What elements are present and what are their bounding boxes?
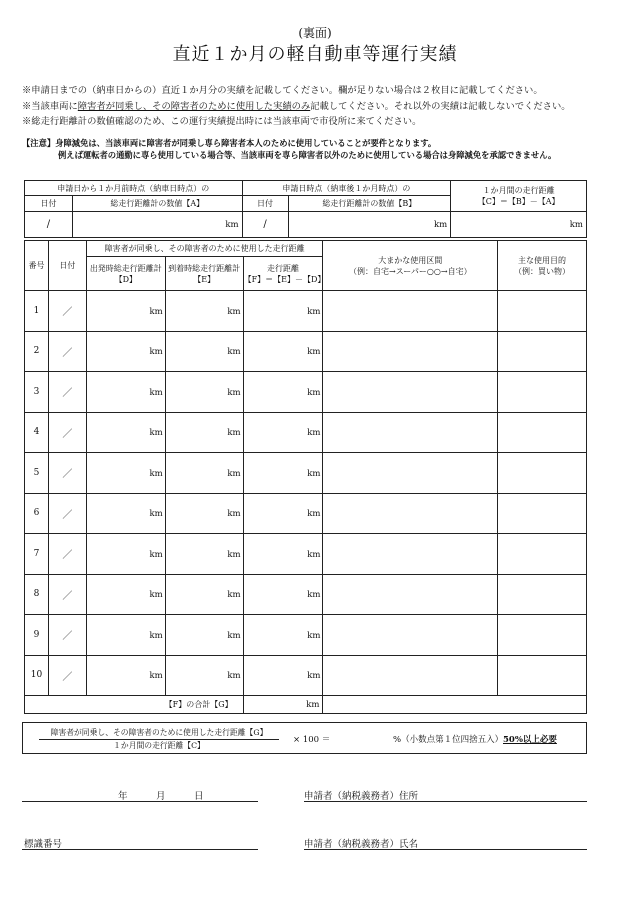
trip-row-number: 8	[25, 574, 49, 615]
col-purpose-example: （例：買い物）	[514, 266, 571, 276]
trip-row-arrive-km[interactable]: km	[165, 453, 243, 494]
ratio-numerator: 障害者が同乗し、その障害者のために使用した走行距離【G】	[39, 727, 279, 740]
trip-row	[25, 574, 587, 615]
b-date-label: 日付	[242, 196, 288, 212]
trip-row-distance-km[interactable]: km	[243, 493, 323, 534]
trip-row-purpose[interactable]	[498, 372, 587, 413]
col-route	[323, 241, 498, 291]
trip-row-depart-km[interactable]: km	[86, 331, 165, 372]
col-arrive-odometer	[165, 257, 243, 291]
ratio-fraction	[39, 727, 279, 751]
c-distance-field[interactable]: km	[451, 212, 587, 238]
total-distance-field[interactable]: km	[243, 696, 323, 714]
trip-row-depart-km[interactable]: km	[86, 493, 165, 534]
trip-row-date[interactable]: ／	[48, 372, 86, 413]
trip-row-number: 4	[25, 412, 49, 453]
trip-row-distance-km[interactable]: km	[243, 453, 323, 494]
col-depart-odometer-label: 出発時総走行距離計	[89, 263, 162, 273]
trip-row-purpose[interactable]	[498, 291, 587, 332]
trip-row-route[interactable]	[323, 372, 498, 413]
trip-row-distance-km[interactable]: km	[243, 291, 323, 332]
a-date-label: 日付	[25, 196, 73, 212]
trip-row-depart-km[interactable]: km	[86, 655, 165, 696]
trip-row-purpose[interactable]	[498, 412, 587, 453]
trip-row-route[interactable]	[323, 655, 498, 696]
b-odometer-label: 総走行距離計の数値【B】	[288, 196, 451, 212]
c-formula: 【C】＝【B】－【A】	[477, 197, 560, 206]
trip-row-arrive-km[interactable]: km	[165, 534, 243, 575]
b-odometer-field[interactable]: km	[288, 212, 451, 238]
trip-row-date[interactable]: ／	[48, 534, 86, 575]
date-field-label: 年 月 日	[118, 791, 204, 802]
col-distance	[243, 257, 326, 291]
c-header-label: １か月間の走行距離	[482, 186, 555, 195]
trip-row-depart-km[interactable]: km	[86, 615, 165, 656]
trip-row-arrive-km[interactable]: km	[165, 331, 243, 372]
col-distance-code: 【F】＝【E】－【D】	[243, 274, 326, 284]
trip-row-date[interactable]: ／	[48, 615, 86, 656]
col-arrive-odometer-code: 【E】	[193, 274, 216, 284]
col-date: 日付	[48, 241, 86, 291]
trip-row-depart-km[interactable]: km	[86, 534, 165, 575]
trip-row	[25, 655, 587, 696]
col-depart-odometer	[86, 257, 165, 291]
trip-row-route[interactable]	[323, 453, 498, 494]
trip-row-route[interactable]	[323, 615, 498, 656]
col-arrive-odometer-label: 到着時総走行距離計	[168, 263, 241, 273]
trip-row	[25, 291, 587, 332]
note-2-underlined: 障害者が同乗し、その障害者のために使用した実績のみ	[77, 101, 311, 112]
trip-row-distance-km[interactable]: km	[243, 615, 323, 656]
trip-row-purpose[interactable]	[498, 493, 587, 534]
name-field-label: 申請者（納税義務者）氏名	[304, 839, 419, 850]
trip-row-route[interactable]	[323, 493, 498, 534]
trip-row-depart-km[interactable]: km	[86, 291, 165, 332]
trip-row-distance-km[interactable]: km	[243, 574, 323, 615]
trip-row-depart-km[interactable]: km	[86, 372, 165, 413]
trip-row-date[interactable]: ／	[48, 412, 86, 453]
a-odometer-field[interactable]: km	[72, 212, 242, 238]
trip-row-number: 1	[25, 291, 49, 332]
col-depart-odometer-code: 【D】	[114, 274, 138, 284]
trip-row-date[interactable]: ／	[48, 493, 86, 534]
ratio-percent[interactable]: %（小数点第１位四捨五入）	[393, 735, 504, 745]
a-header: 申請日から１か月前時点（納車日時点）の	[25, 181, 243, 196]
trip-log-body	[25, 291, 587, 696]
trip-row-number: 2	[25, 331, 49, 372]
trip-row-arrive-km[interactable]: km	[165, 574, 243, 615]
trip-row-distance-km[interactable]: km	[243, 372, 323, 413]
plate-number-label: 標識番号	[24, 839, 63, 850]
col-purpose	[498, 241, 587, 291]
trip-row-arrive-km[interactable]: km	[165, 412, 243, 453]
trip-row-purpose[interactable]	[498, 655, 587, 696]
address-field-line[interactable]	[304, 801, 587, 802]
date-field-line[interactable]	[22, 801, 258, 802]
trip-row-depart-km[interactable]: km	[86, 453, 165, 494]
trip-row-distance-km[interactable]: km	[243, 331, 323, 372]
trip-row-route[interactable]	[323, 331, 498, 372]
note-3: ※総走行距離計の数値確認のため、この運行実績提出時には当該車両で市役所に来てください。	[22, 116, 422, 127]
trip-row	[25, 493, 587, 534]
trip-row-purpose[interactable]	[498, 534, 587, 575]
col-group-header: 障害者が同乗し、その障害者のために使用した走行距離	[86, 241, 323, 257]
b-date-field[interactable]: /	[242, 212, 288, 238]
trip-row-date[interactable]: ／	[48, 453, 86, 494]
trip-row	[25, 372, 587, 413]
trip-row-depart-km[interactable]: km	[86, 574, 165, 615]
trip-row-arrive-km[interactable]: km	[165, 615, 243, 656]
trip-row-distance-km[interactable]: km	[243, 534, 323, 575]
trip-row-depart-km[interactable]: km	[86, 412, 165, 453]
col-route-label: 大まかな使用区間	[378, 255, 443, 265]
trip-row-distance-km[interactable]: km	[243, 655, 323, 696]
ratio-requirement: 50%以上必要	[503, 735, 557, 745]
col-distance-label: 走行距離	[267, 263, 300, 273]
ratio-times: × 100 ＝	[293, 735, 331, 745]
trip-row-route[interactable]	[323, 574, 498, 615]
a-date-field[interactable]: /	[25, 212, 73, 238]
trip-row-arrive-km[interactable]: km	[165, 493, 243, 534]
trip-row-purpose[interactable]	[498, 331, 587, 372]
odometer-table	[24, 180, 587, 238]
ratio-box	[22, 722, 587, 754]
trip-row	[25, 331, 587, 372]
warning-line-2: 例えば運転者の通勤に専ら使用している場合等、当該車両を専ら障害者以外のために使用している場合は身障減免を承認できません。	[58, 150, 557, 160]
c-header	[451, 181, 587, 212]
name-field-line[interactable]	[304, 849, 587, 850]
note-2-post: 記載してください。それ以外の実績は記載しないでください。	[310, 101, 571, 112]
col-purpose-label: 主な使用目的	[518, 255, 567, 265]
page-title: 直近１か月の軽自動車等運行実績	[172, 44, 458, 65]
warning-line-1: 【注意】身障減免は、当該車両に障害者が同乗し専ら障害者本人のために使用していることが要件となります。	[22, 138, 437, 148]
trip-row-date[interactable]: ／	[48, 655, 86, 696]
a-odometer-label: 総走行距離計の数値【A】	[72, 196, 242, 212]
trip-row-number: 10	[25, 655, 49, 696]
col-route-example: （例：自宅→スーパー○○→自宅）	[349, 266, 472, 276]
trip-row-purpose[interactable]	[498, 574, 587, 615]
trip-row-date[interactable]: ／	[48, 291, 86, 332]
trip-row-route[interactable]	[323, 291, 498, 332]
trip-row	[25, 412, 587, 453]
trip-row-purpose[interactable]	[498, 615, 587, 656]
trip-row-arrive-km[interactable]: km	[165, 655, 243, 696]
note-2	[22, 98, 571, 112]
trip-row-route[interactable]	[323, 412, 498, 453]
trip-row-arrive-km[interactable]: km	[165, 291, 243, 332]
col-number: 番号	[25, 241, 49, 291]
trip-row	[25, 534, 587, 575]
trip-row-number: 5	[25, 453, 49, 494]
trip-row-purpose[interactable]	[498, 453, 587, 494]
trip-row	[25, 615, 587, 656]
trip-row-date[interactable]: ／	[48, 331, 86, 372]
plate-number-line[interactable]	[22, 849, 258, 850]
total-blank	[323, 696, 587, 714]
note-2-pre: ※当該車両に	[22, 101, 78, 112]
b-header: 申請日時点（納車後１か月時点）の	[242, 181, 451, 196]
trip-row-number: 3	[25, 372, 49, 413]
trip-row-arrive-km[interactable]: km	[165, 372, 243, 413]
address-field-label: 申請者（納税義務者）住所	[304, 791, 419, 802]
trip-log-table	[24, 240, 587, 714]
note-1: ※申請日までの（納車日からの）直近１か月分の実績を記載してください。欄が足りない場合は２枚目に記載してください。	[22, 85, 543, 96]
trip-row-number: 6	[25, 493, 49, 534]
trip-row-date[interactable]: ／	[48, 574, 86, 615]
trip-row-number: 7	[25, 534, 49, 575]
trip-row-number: 9	[25, 615, 49, 656]
trip-row-route[interactable]	[323, 534, 498, 575]
total-label: 【F】の合計【G】	[25, 696, 244, 714]
page-subtitle: (裏面)	[298, 26, 332, 40]
ratio-denominator: １か月間の走行距離【C】	[113, 741, 205, 750]
trip-row-distance-km[interactable]: km	[243, 412, 323, 453]
trip-row	[25, 453, 587, 494]
